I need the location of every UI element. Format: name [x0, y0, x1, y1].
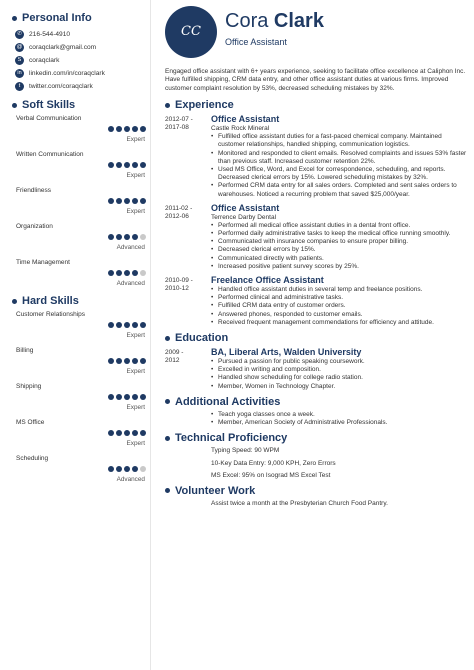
rating-dot-icon [132, 162, 138, 168]
job-bullets [211, 133, 468, 199]
skill-row [12, 311, 146, 347]
contact-text: twitter.com/coraqclark [29, 83, 93, 90]
rating-dot-icon [108, 322, 114, 328]
skype-icon: S [15, 56, 24, 65]
skill-name: MS Office [16, 419, 45, 426]
skill-row [12, 347, 146, 383]
bullet-item: • Received frequent management commendations for efficiency and attitude. [211, 319, 468, 327]
rating-dot-icon [140, 162, 146, 168]
rating-dot-icon [124, 394, 130, 400]
twitter-icon: t [15, 82, 24, 91]
contact-text: coraqclark@gmail.com [29, 44, 97, 51]
job-bullets [211, 222, 468, 271]
full-name: Cora Clark [225, 10, 324, 32]
bullet-item: • Member, Women in Technology Chapter. [211, 383, 468, 391]
rating-dot-icon [132, 270, 138, 276]
rating-dot-icon [116, 126, 122, 132]
bullet-item: • Excelled in writing and composition. [211, 366, 468, 374]
skill-level: Expert [126, 172, 145, 179]
job-body [211, 203, 474, 271]
rating-dot-icon [116, 162, 122, 168]
bullet-item: • Member, American Society of Administrative Professionals. [211, 419, 474, 427]
skill-row [12, 259, 146, 295]
job-title: Freelance Office Assistant [211, 275, 324, 286]
section-bullet-icon [165, 336, 170, 341]
rating-dot-icon [116, 270, 122, 276]
personal-info-heading: Personal Info [12, 12, 148, 24]
sidebar [0, 0, 148, 670]
rating-dot-icon [132, 394, 138, 400]
skill-row [12, 455, 146, 491]
skill-row [12, 151, 146, 187]
technical-line: MS Excel: 95% on Isograd MS Excel Test [211, 471, 331, 479]
rating-dot-icon [140, 198, 146, 204]
contact-email[interactable] [12, 41, 148, 54]
skill-level: Advanced [116, 476, 145, 483]
rating-dot-icon [132, 126, 138, 132]
rating-dot-icon [132, 234, 138, 240]
bullet-item: • Performed clinical and administrative tasks. [211, 294, 468, 302]
bullet-item: • Performed all medical office assistant duties in a dental front office. [211, 222, 468, 230]
rating-dot-icon [108, 126, 114, 132]
rating-dot-icon [116, 198, 122, 204]
skill-row [12, 383, 146, 419]
email-icon: @ [16, 44, 23, 50]
bullet-item: • Increased positive patient survey scores by 25%. [211, 263, 468, 271]
skill-rating-dots [106, 270, 146, 276]
contact-text: linkedin.com/in/coraqclark [29, 70, 105, 77]
skill-rating-dots [106, 394, 146, 400]
rating-dot-icon [132, 358, 138, 364]
bullet-item: • Pursued a passion for public speaking coursework. [211, 358, 468, 366]
section-bullet-icon [12, 103, 17, 108]
skill-level: Expert [126, 136, 145, 143]
technical-line: Typing Speed: 90 WPM [211, 447, 280, 455]
skill-level: Expert [126, 440, 145, 447]
skill-rating-dots [106, 358, 146, 364]
rating-dot-icon [108, 430, 114, 436]
skill-name: Billing [16, 347, 34, 354]
rating-dot-icon [140, 270, 146, 276]
skill-rating-dots [106, 198, 146, 204]
column-divider [150, 0, 151, 670]
section-bullet-icon [12, 16, 17, 21]
skill-rating-dots [106, 430, 146, 436]
rating-dot-icon [108, 234, 114, 240]
rating-dot-icon [108, 466, 114, 472]
rating-dot-icon [124, 322, 130, 328]
job-company: Castle Rock Mineral [211, 125, 270, 133]
skill-level: Expert [126, 404, 145, 411]
education-bullets [211, 358, 468, 391]
rating-dot-icon [140, 126, 146, 132]
bullet-item: • Handled office assistant duties in several temp and freelance positions. [211, 286, 468, 294]
activities-heading: Additional Activities [165, 396, 474, 408]
experience-entry [155, 114, 474, 199]
job-dates: 2012-07 - 2017-08 [165, 116, 193, 132]
experience-heading: Experience [165, 99, 474, 111]
bullet-item: • Monitored and responded to client emails. Resolved complaints and issues 53% faster than previous staff. Increased customer retention 22%. [211, 150, 468, 166]
soft-skills-heading: Soft Skills [12, 99, 148, 111]
technical-heading: Technical Proficiency [165, 432, 474, 444]
bullet-item: • Performed daily administrative tasks to keep the medical office running smoothly. [211, 230, 468, 238]
skill-name: Verbal Communication [16, 115, 82, 122]
job-body [211, 114, 474, 199]
rating-dot-icon [124, 270, 130, 276]
education-heading: Education [165, 332, 474, 344]
skill-level: Expert [126, 208, 145, 215]
main-column [155, 0, 474, 670]
job-company: Terrence Darby Dental [211, 213, 277, 221]
contact-linkedin[interactable] [12, 67, 148, 80]
section-bullet-icon [165, 488, 170, 493]
skill-rating-dots [106, 162, 146, 168]
skill-name: Time Management [16, 259, 70, 266]
rating-dot-icon [108, 198, 114, 204]
hard-skills-list [12, 311, 146, 491]
education-degree: BA, Liberal Arts, Walden University [211, 347, 362, 358]
rating-dot-icon [108, 358, 114, 364]
rating-dot-icon [124, 126, 130, 132]
contact-list [12, 28, 148, 93]
summary-text: Engaged office assistant with 6+ years experience, seeking to facilitate office excellence at Caliphon Inc. Have fulfilled shipping, CRM data entry, and other office assistant duties at various firms. Improved customer complaint resolution by 53%, decreased scheduling mistakes by 32%. [165, 68, 466, 92]
bullet-item: • Teach yoga classes once a week. [211, 411, 474, 419]
rating-dot-icon [116, 358, 122, 364]
rating-dot-icon [140, 358, 146, 364]
rating-dot-icon [124, 234, 130, 240]
skill-name: Customer Relationships [16, 311, 86, 318]
bullet-item: • Used MS Office, Word, and Excel for correspondence, scheduling, and reports. Decreased clerical errors by 15%. Lowered scheduling mistakes by 32%. [211, 166, 468, 182]
hard-skills-heading: Hard Skills [12, 295, 148, 307]
rating-dot-icon [140, 394, 146, 400]
skill-level: Expert [126, 368, 145, 375]
rating-dot-icon [140, 430, 146, 436]
rating-dot-icon [116, 394, 122, 400]
experience-list [155, 114, 474, 327]
section-bullet-icon [12, 299, 17, 304]
rating-dot-icon [124, 358, 130, 364]
volunteer-heading: Volunteer Work [165, 485, 474, 497]
bullet-item: • Communicated directly with patients. [211, 255, 468, 263]
rating-dot-icon [108, 394, 114, 400]
bullet-item: • Performed CRM data entry for all sales orders. Completed and sent sales orders to warehouses. Noticed a recurring problem that saved $25,000/year. [211, 182, 468, 198]
education-entry [155, 347, 474, 391]
rating-dot-icon [132, 466, 138, 472]
bullet-item: • Fulfilled office assistant duties for a fast-paced chemical company. Maintained customer relationships, handled shipping, communication logistics. [211, 133, 468, 149]
job-bullets [211, 286, 468, 327]
skill-rating-dots [106, 466, 146, 472]
linkedin-icon: in [15, 69, 24, 78]
technical-lines [155, 447, 474, 480]
skill-rating-dots [106, 322, 146, 328]
job-dates: 2011-02 - 2012-06 [165, 204, 193, 220]
skill-name: Shipping [16, 383, 42, 390]
skill-name: Organization [16, 223, 53, 230]
volunteer-text: Assist twice a month at the Presbyterian Church Food Pantry. [211, 499, 388, 507]
section-bullet-icon [165, 103, 170, 108]
job-title: Office Assistant [211, 114, 280, 125]
rating-dot-icon [140, 322, 146, 328]
phone-icon: ✆ [15, 30, 24, 39]
resume-header [155, 0, 474, 62]
skill-name: Friendliness [16, 187, 52, 194]
contact-text: coraqclark [29, 57, 60, 64]
rating-dot-icon [124, 198, 130, 204]
bullet-item: • Handled show scheduling for college radio station. [211, 374, 468, 382]
skill-level: Advanced [116, 244, 145, 251]
rating-dot-icon [116, 322, 122, 328]
soft-skills-list [12, 115, 146, 295]
rating-dot-icon [124, 162, 130, 168]
contact-twitter[interactable] [12, 80, 148, 93]
rating-dot-icon [140, 466, 146, 472]
skill-level: Expert [126, 332, 145, 339]
skill-row [12, 115, 146, 151]
bullet-item: • Answered phones, responded to customer emails. [211, 311, 468, 319]
job-title: Office Assistant [211, 202, 280, 213]
experience-entry [155, 203, 474, 271]
skill-row [12, 187, 146, 223]
experience-entry [155, 275, 474, 327]
contact-text: 216-544-4910 [29, 31, 71, 38]
skill-rating-dots [106, 126, 146, 132]
rating-dot-icon [124, 466, 130, 472]
job-body [211, 275, 474, 327]
rating-dot-icon [108, 270, 114, 276]
skill-rating-dots [106, 234, 146, 240]
rating-dot-icon [132, 430, 138, 436]
skill-row [12, 419, 146, 455]
skill-name: Scheduling [16, 455, 49, 462]
skill-row [12, 223, 146, 259]
bullet-item: • Decreased clerical errors by 15%. [211, 246, 468, 254]
section-bullet-icon [165, 399, 170, 404]
contact-phone[interactable] [12, 28, 148, 41]
job-title: Office Assistant [225, 37, 287, 47]
job-dates: 2010-09 - 2010-12 [165, 277, 193, 293]
monogram-avatar: CC [165, 6, 217, 58]
rating-dot-icon [116, 430, 122, 436]
bullet-item: • Communicated with insurance companies to ensure proper billing. [211, 238, 468, 246]
rating-dot-icon [132, 322, 138, 328]
rating-dot-icon [140, 234, 146, 240]
technical-line: 10-Key Data Entry: 9,000 KPH, Zero Errors [211, 459, 336, 467]
section-bullet-icon [165, 436, 170, 441]
rating-dot-icon [108, 162, 114, 168]
skill-level: Advanced [116, 280, 145, 287]
contact-skype[interactable] [12, 54, 148, 67]
skill-name: Written Communication [16, 151, 84, 158]
rating-dot-icon [116, 234, 122, 240]
bullet-item: • Fulfilled CRM data entry of customer orders. [211, 302, 468, 310]
activities-bullets [211, 411, 474, 427]
rating-dot-icon [132, 198, 138, 204]
rating-dot-icon [116, 466, 122, 472]
rating-dot-icon [124, 430, 130, 436]
education-dates: 2009 - 2012 [165, 349, 184, 365]
